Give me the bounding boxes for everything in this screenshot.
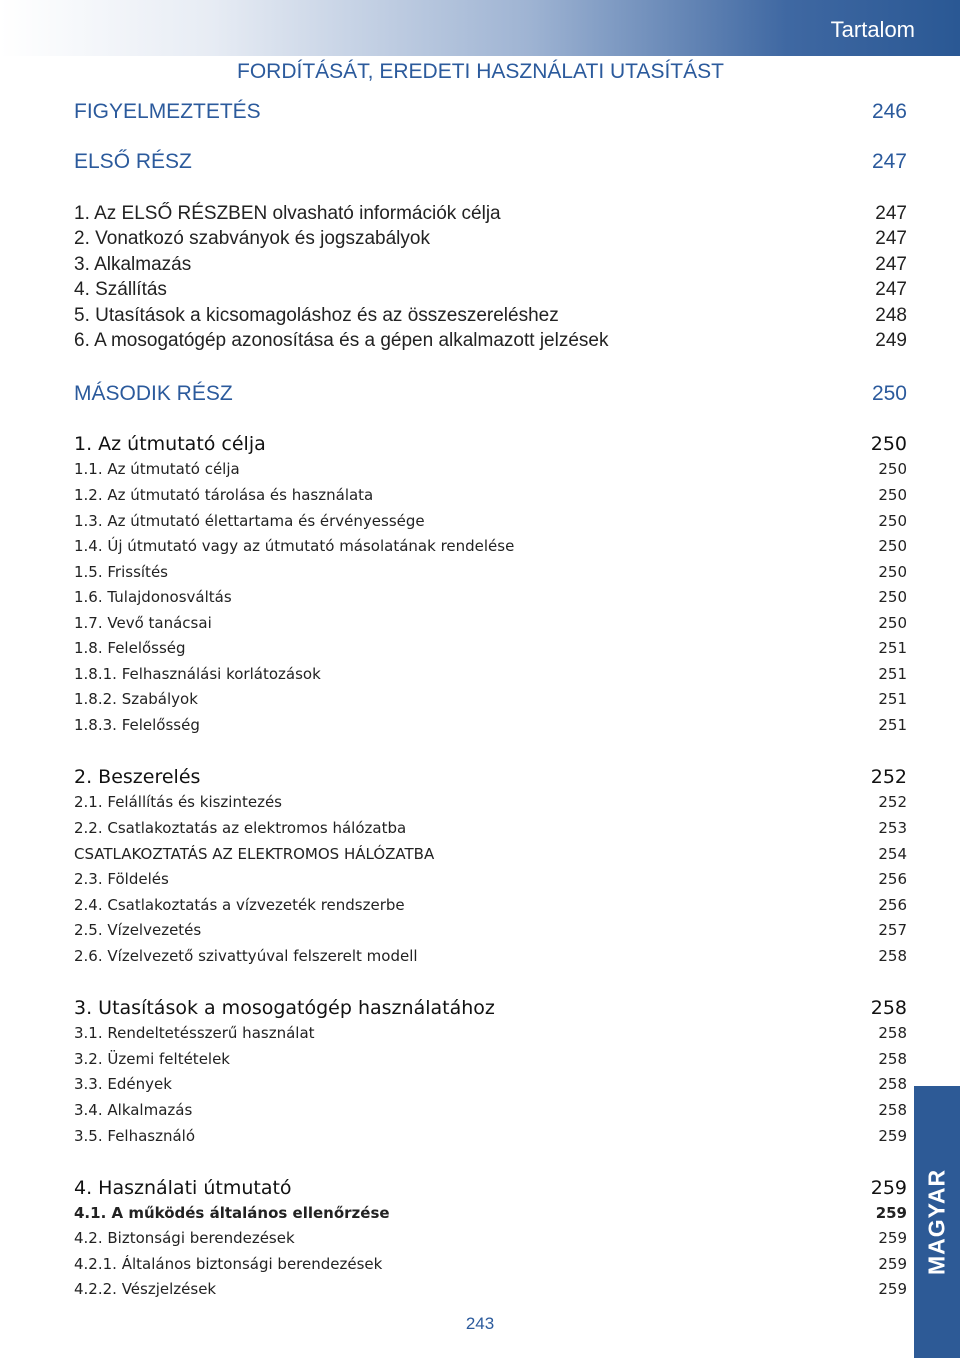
toc-entry-page: 258 bbox=[878, 947, 907, 965]
toc-entry-title: 4.1. A működés általános ellenőrzése bbox=[74, 1204, 390, 1222]
toc-entry-page: 259 bbox=[870, 1177, 907, 1199]
toc-entry[interactable] bbox=[74, 1202, 907, 1224]
toc-entry[interactable] bbox=[74, 688, 907, 710]
toc-entry-page: 249 bbox=[875, 330, 907, 351]
toc-entry[interactable] bbox=[74, 868, 907, 890]
toc-entry-title: 2.6. Vízelvezető szivattyúval felszerelt modell bbox=[74, 947, 418, 965]
toc-entry-page: 253 bbox=[878, 819, 907, 837]
toc-entry-title: 1. Az útmutató célja bbox=[74, 433, 266, 455]
toc-entry-title: FIGYELMEZTETÉS bbox=[74, 100, 261, 123]
toc-entry-title: 1. Az ELSŐ RÉSZBEN olvasható információk célja bbox=[74, 203, 501, 224]
toc-entry[interactable] bbox=[74, 637, 907, 659]
document-subtitle: FORDÍTÁSÁT, EREDETI HASZNÁLATI UTASÍTÁST bbox=[237, 60, 724, 83]
toc-entry[interactable] bbox=[74, 714, 907, 736]
toc-entry-page: 247 bbox=[875, 279, 907, 300]
toc-entry[interactable] bbox=[74, 919, 907, 941]
toc-entry-page: 251 bbox=[878, 690, 907, 708]
toc-entry-page: 250 bbox=[878, 563, 907, 581]
toc-entry-page: 247 bbox=[875, 203, 907, 224]
toc-entry-page: 250 bbox=[871, 382, 907, 405]
toc-entry-title: 2.2. Csatlakoztatás az elektromos hálózatba bbox=[74, 819, 407, 837]
toc-entry-page: 250 bbox=[878, 537, 907, 555]
toc-entry-page: 250 bbox=[878, 460, 907, 478]
toc-entry[interactable] bbox=[74, 612, 907, 634]
toc-entry-page: 247 bbox=[871, 150, 907, 173]
toc-entry-page: 256 bbox=[878, 870, 907, 888]
toc-entry[interactable] bbox=[74, 894, 907, 916]
toc-entry-title: 1.6. Tulajdonosváltás bbox=[74, 588, 232, 606]
toc-entry-title: 1.8. Felelősség bbox=[74, 639, 186, 657]
toc-entry-page: 251 bbox=[878, 665, 907, 683]
toc-entry-figyelmeztetes[interactable] bbox=[74, 98, 907, 126]
toc-entry-title: 1.1. Az útmutató célja bbox=[74, 460, 240, 478]
toc-entry-title: 1.8.3. Felelősség bbox=[74, 716, 200, 734]
toc-entry-page: 252 bbox=[878, 793, 907, 811]
toc-entry-page: 258 bbox=[878, 1075, 907, 1093]
toc-entry-title: 3.2. Üzemi feltételek bbox=[74, 1050, 230, 1068]
toc-entry-title: 4.2.1. Általános biztonsági berendezések bbox=[74, 1255, 383, 1273]
toc-entry-page: 257 bbox=[878, 921, 907, 939]
toc-entry[interactable] bbox=[74, 561, 907, 583]
page-number: 243 bbox=[465, 1314, 495, 1333]
toc-entry-title: CSATLAKOZTATÁS AZ ELEKTROMOS HÁLÓZATBA bbox=[74, 845, 435, 863]
toc-entry-page: 259 bbox=[878, 1280, 907, 1298]
toc-entry-title: 2.1. Felállítás és kiszintezés bbox=[74, 793, 283, 811]
toc-entry-title: 2.3. Földelés bbox=[74, 870, 169, 888]
toc-entry-title: 1.8.2. Szabályok bbox=[74, 690, 198, 708]
toc-entry[interactable] bbox=[74, 458, 907, 480]
toc-entry-title: 3.4. Alkalmazás bbox=[74, 1101, 193, 1119]
toc-entry-page: 258 bbox=[870, 997, 907, 1019]
toc-entry[interactable] bbox=[74, 1175, 907, 1201]
toc-entry-title: 3.1. Rendeltetésszerű használat bbox=[74, 1024, 315, 1042]
toc-entry-page: 246 bbox=[871, 100, 907, 123]
toc-entry[interactable] bbox=[74, 1048, 907, 1070]
toc-entry-title: 1.4. Új útmutató vagy az útmutató másolatának rendelése bbox=[74, 537, 515, 555]
toc-entry-title: ELSŐ RÉSZ bbox=[74, 150, 192, 173]
toc-entry[interactable] bbox=[74, 945, 907, 967]
toc-entry-title: 2.4. Csatlakoztatás a vízvezeték rendszerbe bbox=[74, 896, 405, 914]
toc-entry[interactable] bbox=[74, 1278, 907, 1300]
toc-entry[interactable] bbox=[74, 304, 907, 328]
toc-entry[interactable] bbox=[74, 202, 907, 226]
toc-entry-page: 258 bbox=[878, 1101, 907, 1119]
toc-entry-title: 1.3. Az útmutató élettartama és érvényessége bbox=[74, 512, 425, 530]
toc-entry[interactable] bbox=[74, 535, 907, 557]
toc-entry-page: 247 bbox=[875, 228, 907, 249]
toc-entry[interactable] bbox=[74, 329, 907, 353]
toc-entry[interactable] bbox=[74, 1073, 907, 1095]
toc-entry[interactable] bbox=[74, 791, 907, 813]
toc-entry-page: 256 bbox=[878, 896, 907, 914]
toc-entry-page: 251 bbox=[878, 716, 907, 734]
toc-entry[interactable] bbox=[74, 1022, 907, 1044]
toc-entry-elso-resz[interactable] bbox=[74, 148, 907, 176]
toc-entry-page: 259 bbox=[878, 1127, 907, 1145]
header-title: Tartalom bbox=[830, 17, 915, 42]
toc-entry[interactable] bbox=[74, 1253, 907, 1275]
toc-entry-title: 5. Utasítások a kicsomagoláshoz és az összeszereléshez bbox=[74, 305, 559, 326]
toc-entry[interactable] bbox=[74, 1099, 907, 1121]
toc-entry[interactable] bbox=[74, 817, 907, 839]
toc-entry-page: 259 bbox=[878, 1229, 907, 1247]
toc-entry-title: 3. Alkalmazás bbox=[74, 254, 192, 275]
toc-entry-title: 1.8.1. Felhasználási korlátozások bbox=[74, 665, 321, 683]
toc-entry-title: 1.2. Az útmutató tárolása és használata bbox=[74, 486, 374, 504]
toc-entry[interactable] bbox=[74, 843, 907, 865]
toc-entry-page: 252 bbox=[870, 766, 907, 788]
toc-entry-page: 258 bbox=[878, 1050, 907, 1068]
toc-entry[interactable] bbox=[74, 431, 907, 457]
language-label: MAGYAR bbox=[923, 1168, 950, 1276]
toc-entry-page: 259 bbox=[875, 1204, 907, 1222]
toc-entry-title: MÁSODIK RÉSZ bbox=[74, 382, 233, 405]
toc-entry[interactable] bbox=[74, 1227, 907, 1249]
toc-entry[interactable] bbox=[74, 278, 907, 302]
toc-entry[interactable] bbox=[74, 1125, 907, 1147]
toc-entry[interactable] bbox=[74, 484, 907, 506]
toc-entry-page: 258 bbox=[878, 1024, 907, 1042]
toc-entry-title: 2. Beszerelés bbox=[74, 766, 201, 788]
toc-entry[interactable] bbox=[74, 764, 907, 790]
toc-entry[interactable] bbox=[74, 510, 907, 532]
toc-entry-title: 3.5. Felhasználó bbox=[74, 1127, 196, 1145]
toc-entry-page: 259 bbox=[878, 1255, 907, 1273]
toc-entry[interactable] bbox=[74, 253, 907, 277]
toc-entry-title: 4.2. Biztonsági berendezések bbox=[74, 1229, 295, 1247]
toc-entry-title: 4. Szállítás bbox=[74, 279, 167, 300]
toc-entry[interactable] bbox=[74, 227, 907, 251]
toc-entry-page: 250 bbox=[878, 614, 907, 632]
toc-entry-title: 3. Utasítások a mosogatógép használatához bbox=[74, 997, 495, 1019]
toc-entry-page: 248 bbox=[875, 305, 907, 326]
toc-entry-title: 2. Vonatkozó szabványok és jogszabályok bbox=[74, 228, 430, 249]
toc-entry-page: 250 bbox=[870, 433, 907, 455]
toc-entry-title: 1.7. Vevő tanácsai bbox=[74, 614, 212, 632]
toc-entry-page: 247 bbox=[875, 254, 907, 275]
toc-entry-page: 250 bbox=[878, 512, 907, 530]
toc-entry-title: 4. Használati útmutató bbox=[74, 1177, 292, 1199]
toc-entry-page: 250 bbox=[878, 588, 907, 606]
language-side-tab bbox=[914, 1086, 960, 1358]
toc-entry[interactable] bbox=[74, 995, 907, 1021]
toc-entry-title: 3.3. Edények bbox=[74, 1075, 172, 1093]
toc-entry-title: 2.5. Vízelvezetés bbox=[74, 921, 202, 939]
toc-entry[interactable] bbox=[74, 586, 907, 608]
toc-entry-page: 250 bbox=[878, 486, 907, 504]
toc-entry-title: 1.5. Frissítés bbox=[74, 563, 168, 581]
header-band bbox=[0, 0, 960, 56]
toc-entry[interactable] bbox=[74, 663, 907, 685]
toc-entry-page: 251 bbox=[878, 639, 907, 657]
toc-entry-title: 4.2.2. Vészjelzések bbox=[74, 1280, 217, 1298]
toc-entry-title: 6. A mosogatógép azonosítása és a gépen alkalmazott jelzések bbox=[74, 330, 609, 351]
toc-entry-masodik-resz[interactable] bbox=[74, 380, 907, 408]
toc-entry-page: 254 bbox=[878, 845, 907, 863]
